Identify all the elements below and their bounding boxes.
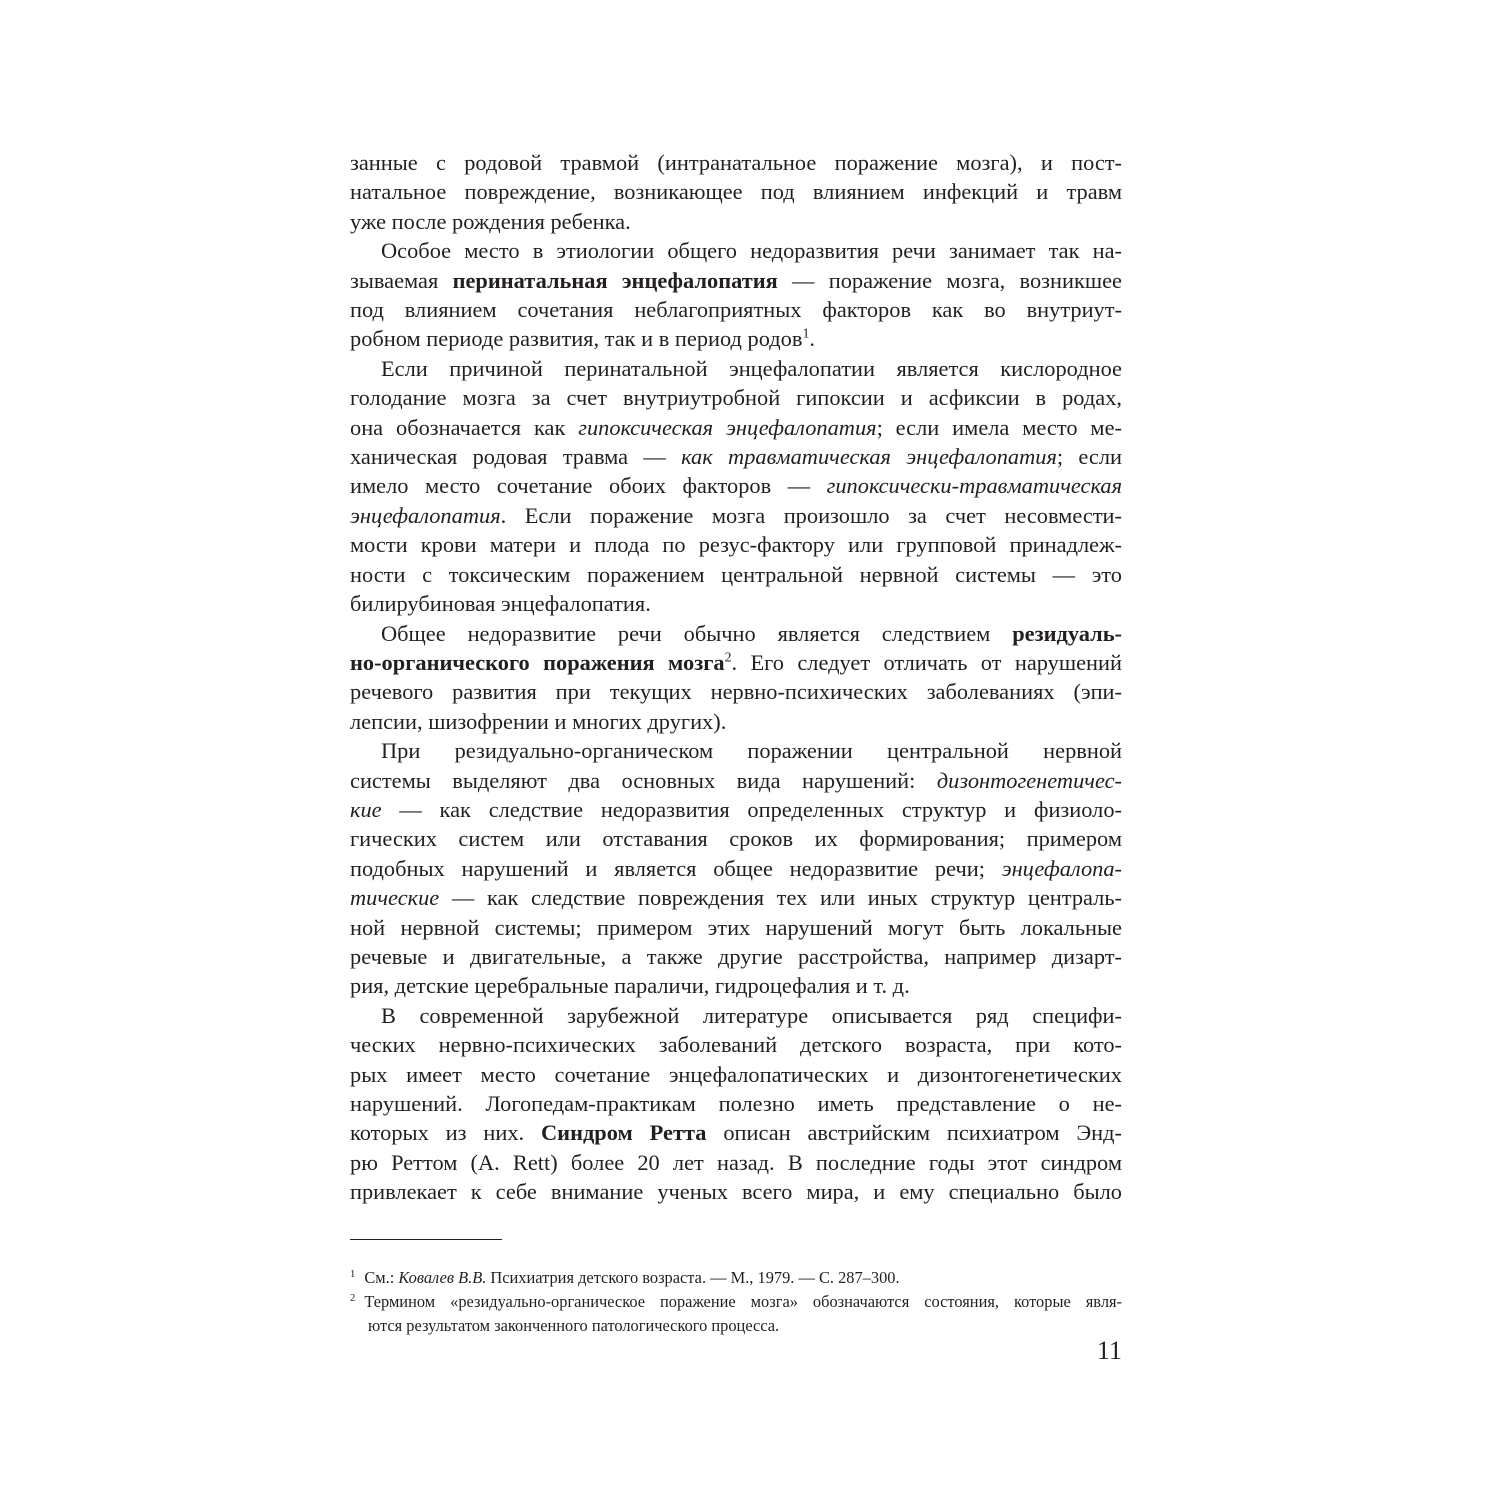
text-line [350,471,1122,500]
text-line: рия, детские церебральные параличи, гидроцефалия и т. д. [350,973,910,999]
text-line: уже после рождения ребенка. [350,208,631,234]
text-span: робном периоде развития, так и в период родов [350,326,803,352]
text-span: подобных нарушений и является общее недоразвитие речи; [350,855,1002,881]
text-line [350,266,1122,295]
text-span: зываемая [350,267,453,293]
text-line [350,766,1122,795]
text-line: под влиянием сочетания неблагоприятных факторов как во внутриут- [350,297,1122,323]
term-encephalopathic-b: тические [350,885,440,911]
text-span: Термином «резидуально-органическое поражение мозга» обозначаются состояния, которые явля- [364,1292,1122,1311]
text-line: привлекает к себе внимание ученых всего мира, и ему специально было [350,1179,1122,1205]
term-dysontogenetic-a: дизонтогенетичес- [936,767,1122,793]
text-line: натальное повреждение, возникающее под влиянием инфекций и травм [350,179,1122,205]
term-encephalopathy: энцефалопатия [350,502,501,528]
text-span: ханическая родовая травма — [350,444,682,470]
text-line [350,442,1122,471]
text-span: Психиатрия детского возраста. — М., 1979. — С. 287–300. [486,1268,900,1287]
text-line: нарушений. Логопедам-практикам полезно иметь представление о не- [350,1091,1122,1116]
text-line [350,795,1122,824]
page-number: 11 [1096,1336,1122,1365]
term-residual-organic-a: резидуаль- [1012,620,1122,646]
text-line: голодание мозга за счет внутриутробной гипоксии и асфиксии в родах, [350,385,1122,411]
term-encephalopathic-a: энцефалопа- [1001,855,1122,881]
text-span: имело место сочетание обоих факторов — [350,473,827,499]
text-line [350,619,1122,648]
text-span: описан австрийским психиатром Энд- [706,1120,1122,1146]
text-line: ности с токсическим поражением центральной нервной системы — это [350,561,1122,587]
text-line [350,324,1122,353]
text-span: См.: [364,1268,399,1287]
text-line: Особое место в этиологии общего недоразвития речи занимает так на- [381,238,1122,264]
text-span: которых из них. [350,1120,541,1146]
footnote-ref-2[interactable]: 2 [724,650,732,666]
footnote-mark: 2 [350,1292,356,1304]
text-line [350,501,1122,530]
text-span: ; если [1056,444,1122,470]
term-dysontogenetic-b: кие [350,796,382,822]
term-perinatal-encephalopathy: перинатальная энцефалопатия [452,267,778,293]
text-line: В современной зарубежной литературе описывается ряд специфи- [381,1002,1122,1028]
text-line: рю Реттом (A. Rett) более 20 лет назад. В последние годы этот синдром [350,1149,1122,1175]
text-span: системы выделяют два основных вида нарушений: [350,767,937,793]
text-span: — как следствие недоразвития определенных структур и физиоло- [381,796,1122,822]
text-line: ческих нервно-психических заболеваний детского возраста, при кото- [350,1032,1122,1058]
text-line: речевого развития при текущих нервно-психических заболеваниях (эпи- [350,679,1122,705]
text-line: лепсии, шизофрении и многих других). [350,708,727,734]
text-line: мости крови матери и плода по резус-фактору или групповой принадлеж- [350,532,1122,558]
text-line [350,854,1122,883]
term-rett-syndrome: Синдром Ретта [541,1120,707,1146]
term-traumatic-encephalopathy: как травматическая энцефалопатия [681,444,1057,470]
text-span: ; если имела место ме- [876,414,1122,440]
text-line [350,883,1122,912]
text-span: она обозначается как [350,414,579,440]
text-line [350,413,1122,442]
text-line: гических систем или отставания сроков их формирования; примером [350,826,1122,852]
text-line: ной нервной системы; примером этих нарушений могут быть локальные [350,914,1122,940]
footnotes [350,1266,1122,1338]
text-line [350,648,1122,677]
term-residual-organic-b: но-органического поражения мозга [350,649,725,675]
footnote-1 [350,1266,1122,1290]
text-span: — поражение мозга, возникшее [777,267,1122,293]
text-line [350,1118,1122,1147]
text-line: При резидуально-органическом поражении центральной нервной [381,738,1122,764]
text-line: Если причиной перинатальной энцефалопатии является кислородное [381,355,1122,381]
text-span: . [809,326,815,352]
body-text [350,148,1122,1207]
footnote-ref-1[interactable]: 1 [802,326,810,342]
text-line: занные с родовой травмой (интранатальное поражение мозга), и пост- [350,150,1122,175]
text-span: — как следствие повреждения тех или иных структур централь- [439,885,1122,911]
text-span: . Его следует отличать от нарушений [731,649,1122,675]
term-hypoxic-traumatic: гипоксически-травматическая [826,473,1122,499]
text-line: речевые и двигательные, а также другие расстройства, например дизарт- [350,943,1122,969]
footnote-mark: 1 [350,1268,356,1280]
text-line: рых имеет место сочетание энцефалопатических и дизонтогенетических [350,1061,1122,1087]
term-hypoxic-encephalopathy: гипоксическая энцефалопатия [578,414,877,440]
footnote-divider [350,1239,502,1240]
footnote-2-continued: ются результатом законченного патологического процесса. [368,1316,780,1335]
footnote-author: Ковалев В.В. [398,1268,487,1287]
text-span: . Если поражение мозга произошло за счет несовмести- [500,502,1122,528]
text-line: билирубиновая энцефалопатия. [350,591,651,617]
footnote-2 [350,1290,1122,1314]
text-span: Общее недоразвитие речи обычно является следствием [381,620,1013,646]
